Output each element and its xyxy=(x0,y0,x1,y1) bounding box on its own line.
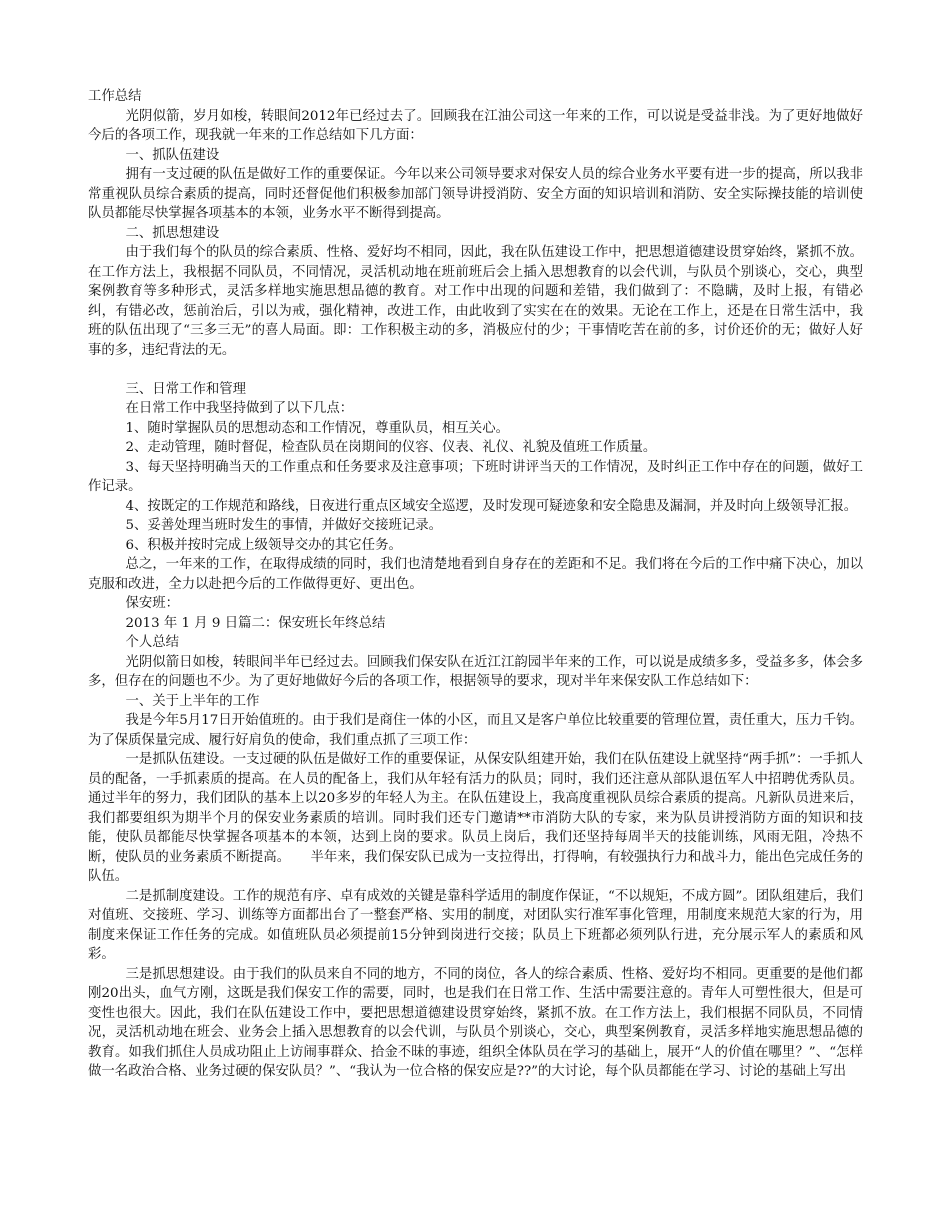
document-paragraph: 工作总结 xyxy=(88,89,142,104)
document-paragraph: 我是今年5月17日开始值班的。由于我们是商住一体的小区，而且又是客户单位比较重要的管理位置，责任重大，压力千钧。为了保质保量完成、履行好肩负的使命，我们重点抓了三项工作： xyxy=(88,713,863,748)
document-page xyxy=(88,87,863,1082)
document-paragraph: 2、走动管理，随时督促，检查队员在岗期间的仪容、仪表、礼仪、礼貌及值班工作质量。 xyxy=(125,440,657,455)
document-paragraph: 总之，一年来的工作，在取得成绩的同时，我们也清楚地看到自身存在的差距和不足。我们将在今后的工作中痛下决心，加以克服和改进，全力以赴把今后的工作做得更好、更出色。 xyxy=(88,557,863,592)
document-paragraph: 二、抓思想建设 xyxy=(125,225,220,241)
document-paragraph: 4、按既定的工作规范和路线，日夜进行重点区域安全巡逻，及时发现可疑迹象和安全隐患及漏洞，并及时向上级领导汇报。 xyxy=(125,498,858,514)
document-paragraph: 一、关于上半年的工作 xyxy=(125,693,260,709)
document-paragraph: 1、随时掌握队员的思想动态和工作情况，尊重队员，相互关心。 xyxy=(125,420,509,436)
document-paragraph: 光阴似箭，岁月如梭，转眼间2012年已经过去了。回顾我在江油公司这一年来的工作，可以说是受益非浅。为了更好地做好今后的各项工作，现我就一年来的工作总结如下几方面： xyxy=(88,108,863,143)
document-paragraph: 保安班： xyxy=(125,596,180,611)
document-paragraph: 拥有一支过硬的队伍是做好工作的重要保证。今年以来公司领导要求对保安人员的综合业务水平要有进一步的提高，所以我非常重视队员综合素质的提高，同时还督促他们积极参加部门领导讲授消防、安全方面的知识培训和消防、安全实际操技能的培训使队员都能尽快掌握各项基本的本领，业务水平不断得到提高。 xyxy=(88,167,863,221)
document-paragraph: 光阴似箭日如梭，转眼间半年已经过去。回顾我们保安队在近江江韵园半年来的工作，可以说是成绩多多，受益多多，体会多多，但存在的问题也不少。为了更好地做好今后的各项工作，根据领导的要求，现对半年来保安队工作总结如下： xyxy=(88,654,863,689)
document-paragraph: 一、抓队伍建设 xyxy=(125,147,220,163)
document-paragraph: 一是抓队伍建设。一支过硬的队伍是做好工作的重要保证，从保安队组建开始，我们在队伍建设上就坚持“两手抓”：一手抓人员的配备，一手抓素质的提高。在人员的配备上，我们从年轻有活力的队员；同时，我们还注意从部队退伍军人中招聘优秀队员。通过半年的努力，我们团队的基本上以20多岁的年轻人为主。在队伍建设上，我高度重视队员综合素质的提高。凡新队员进来后，我们都要组织为期半个月的保安业务素质的培训。同时我们还专门邀请**市消防大队的专家，来为队员讲授消防方面的知识和技能，使队员都能尽快掌握各项基本的本领，达到上岗的要求。队员上岗后，我们还坚持每周半天的技能训练，风雨无阻，冷热不断，使队员的业务素质不断提高。 半年来，我们保安队已成为一支拉得出，打得响，有较强执行力和战斗力，能出色完成任务的队伍。 xyxy=(88,752,863,884)
document-paragraph: 三、日常工作和管理 xyxy=(125,381,247,397)
document-paragraph: 个人总结 xyxy=(125,635,180,650)
document-paragraph: 3、每天坚持明确当天的工作重点和任务要求及注意事项；下班时讲评当天的工作情况，及时纠正工作中存在的问题，做好工作记录。 xyxy=(88,459,863,494)
blank-line xyxy=(88,360,863,380)
document-paragraph: 由于我们每个的队员的综合素质、性格、爱好均不相同，因此，我在队伍建设工作中，把思想道德建设贯穿始终，紧抓不放。在工作方法上，我根据不同队员，不同情况，灵活机动地在班前班后会上插入思想教育的以会代训，与队员个别谈心，交心，典型案例教育等多种形式，灵活多样地实施思想品德的教育。对工作中出现的问题和差错，我们做到了：不隐瞒，及时上报，有错必纠，有错必改，惩前治后，引以为戒，强化精神，改进工作，由此收到了实实在在的效果。无论在工作上，还是在日常生活中，我班的队伍出现了“三多三无”的喜人局面。即：工作积极主动的多，消极应付的少；干事情吃苦在前的多，讨价还价的无；做好人好事的多，违纪背法的无。 xyxy=(88,245,863,358)
document-paragraph: 6、积极并按时完成上级领导交办的其它任务。 xyxy=(125,537,402,553)
document-paragraph: 2013 年 1 月 9 日篇二：保安班长年终总结 xyxy=(125,615,386,631)
document-paragraph: 5、妥善处理当班时发生的事情，并做好交接班记录。 xyxy=(125,518,443,533)
document-paragraph: 三是抓思想建设。由于我们的队员来自不同的地方，不同的岗位，各人的综合素质、性格、爱好均不相同。更重要的是他们都刚20出头，血气方刚，这既是我们保安工作的需要，同时，也是我们在日常工作、生活中需要注意的。青年人可塑性很大，但是可变性也很大。因此，我们在队伍建设工作中，要把思想道德建设贯穿始终，紧抓不放。在工作方法上，我们根据不同队员，不同情况，灵活机动地在班会、业务会上插入思想教育的以会代训，与队员个别谈心，交心，典型案例教育，灵活多样地实施思想品德的教育。如我们抓住人员成功阻止上访闹事群众、拾金不昧的事迹，组织全体队员在学习的基础上，展开“人的价值在哪里？”、“怎样做一名政治合格、业务过硬的保安队员？”、“我认为一位合格的保安应是??”的大讨论，每个队员都能在学习、讨论的基础上写出 xyxy=(88,966,863,1079)
document-paragraph: 二是抓制度建设。工作的规范有序、卓有成效的关键是靠科学适用的制度作保证，“不以规矩，不成方圆”。团队组建后，我们对值班、交接班、学习、训练等方面都出台了一整套严格、实用的制度，对团队实行准军事化管理，用制度来规范大家的行为，用制度来保证工作任务的完成。如值班队员必须提前15分钟到岗进行交接；队员上下班都必须列队行进，充分展示军人的素质和风彩。 xyxy=(88,888,863,962)
document-paragraph: 在日常工作中我坚持做到了以下几点： xyxy=(125,401,354,416)
